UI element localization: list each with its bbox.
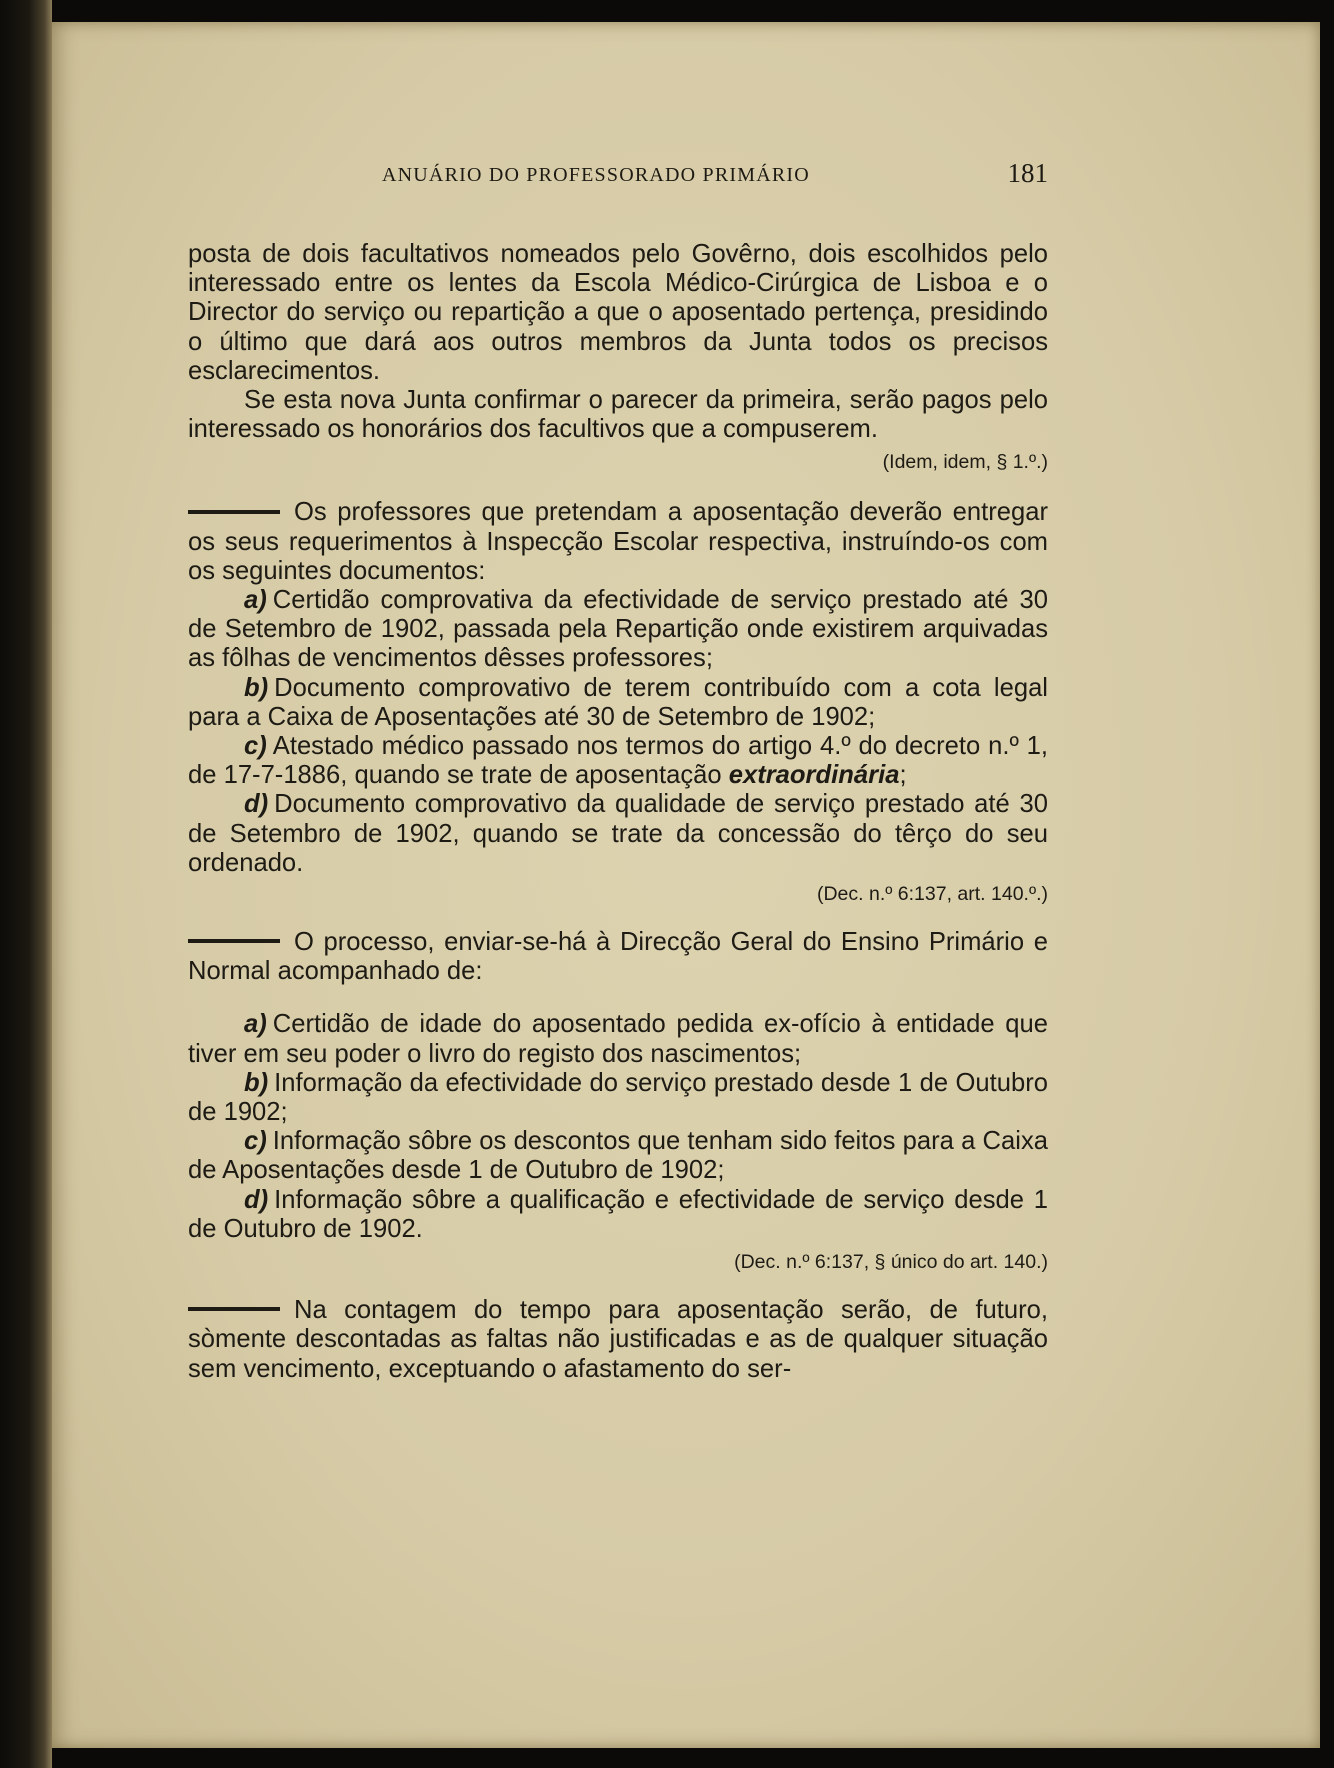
requirement-item-c [188, 732, 1048, 790]
item-letter: c) [244, 732, 267, 761]
process-item-c [188, 1127, 1048, 1185]
process-item-a [188, 1010, 1048, 1068]
page-number: 181 [1007, 158, 1048, 188]
book-binding-edge [0, 0, 52, 1768]
citation-dec-art-140: (Dec. n.º 6:137, art. 140.º.) [816, 883, 1048, 906]
item-text: Informação da efectividade do serviço prestado desde 1 de Outubro de 1902; [188, 1068, 1048, 1127]
item-letter: a) [244, 586, 267, 615]
page-header [382, 158, 1054, 194]
item-letter: c) [244, 1127, 267, 1156]
emphasized-term: extraordinária [728, 761, 900, 790]
item-letter: b) [244, 1068, 269, 1097]
item-text: Informação sôbre a qualificação e efectividade de serviço desde 1 de Outubro de 1902. [188, 1185, 1048, 1243]
citation-dec-unico: (Dec. n.º 6:137, § único do art. 140.) [734, 1251, 1048, 1274]
item-letter: b) [244, 673, 269, 702]
section-dash [188, 939, 280, 943]
counting-lead-text: Na contagem do tempo para aposentação serão, de futuro, sòmente descontadas as faltas não justificadas e as de qualquer situação sem vencimento, exceptuando o afastamento do ser- [188, 1296, 1048, 1383]
section-dash [188, 1307, 280, 1311]
item-letter: d) [244, 1185, 269, 1214]
section-dash [188, 510, 280, 514]
item-text: Informação sôbre os descontos que tenham sido feitos para a Caixa de Aposentações desde 1 de Outubro de 1902; [188, 1127, 1048, 1185]
intro-paragraph: posta de dois facultativos nomeados pelo Govêrno, dois escolhidos pelo interessado entre os lentes da Escola Médico-Cirúrgica de Lisboa e o Director do serviço ou repartição a que o aposentado pertença, presidindo o último que dará aos outros membros da Junta todos os precisos esclarecimentos. [188, 240, 1048, 385]
second-paragraph: Se esta nova Junta confirmar o parecer da primeira, serão pagos pelo interessado os honorários dos facultivos que a compuserem. [188, 386, 1048, 444]
item-text: Documento comprovativo da qualidade de serviço prestado até 30 de Setembro de 1902, quando se trate da concessão do têrço do seu ordenado. [188, 790, 1048, 877]
page-body [188, 240, 1048, 1384]
running-title: ANUÁRIO DO PROFESSORADO PRIMÁRIO [382, 164, 810, 186]
process-item-b [188, 1069, 1048, 1127]
item-letter: a) [244, 1010, 267, 1039]
item-text-end: ; [899, 761, 907, 790]
process-lead-paragraph [188, 928, 1048, 986]
item-text: Certidão de idade do aposentado pedida ex-ofício à entidade que tiver em seu poder o livro do registo dos nascimentos; [188, 1010, 1048, 1068]
requirements-lead-paragraph [188, 498, 1048, 586]
item-letter: d) [244, 790, 269, 819]
requirement-item-d [188, 790, 1048, 878]
item-text: Certidão comprovativa da efectividade de serviço prestado até 30 de Setembro de 1902, passada pela Repartição onde existirem arquivadas as fôlhas de vencimentos dêsses professores; [188, 586, 1048, 673]
process-lead-text: O processo, enviar-se-há à Direcção Geral do Ensino Primário e Normal acompanhado de: [188, 928, 1048, 986]
counting-lead-paragraph [188, 1296, 1048, 1384]
requirements-lead-text: Os professores que pretendam a aposentação deverão entregar os seus requerimentos à Inspecção Escolar respectiva, instruíndo-os com os seguintes documentos: [188, 498, 1048, 585]
citation-idem: (Idem, idem, § 1.º.) [882, 451, 1048, 474]
item-text: Documento comprovativo de terem contribuído com a cota legal para a Caixa de Aposentações até 30 de Setembro de 1902; [188, 673, 1048, 731]
requirement-item-b [188, 674, 1048, 732]
item-text: Atestado médico passado nos termos do artigo 4.º do decreto n.º 1, de 17-7-1886, quando se trate de aposentação [188, 732, 1048, 790]
requirement-item-a [188, 586, 1048, 674]
process-item-d [188, 1186, 1048, 1244]
